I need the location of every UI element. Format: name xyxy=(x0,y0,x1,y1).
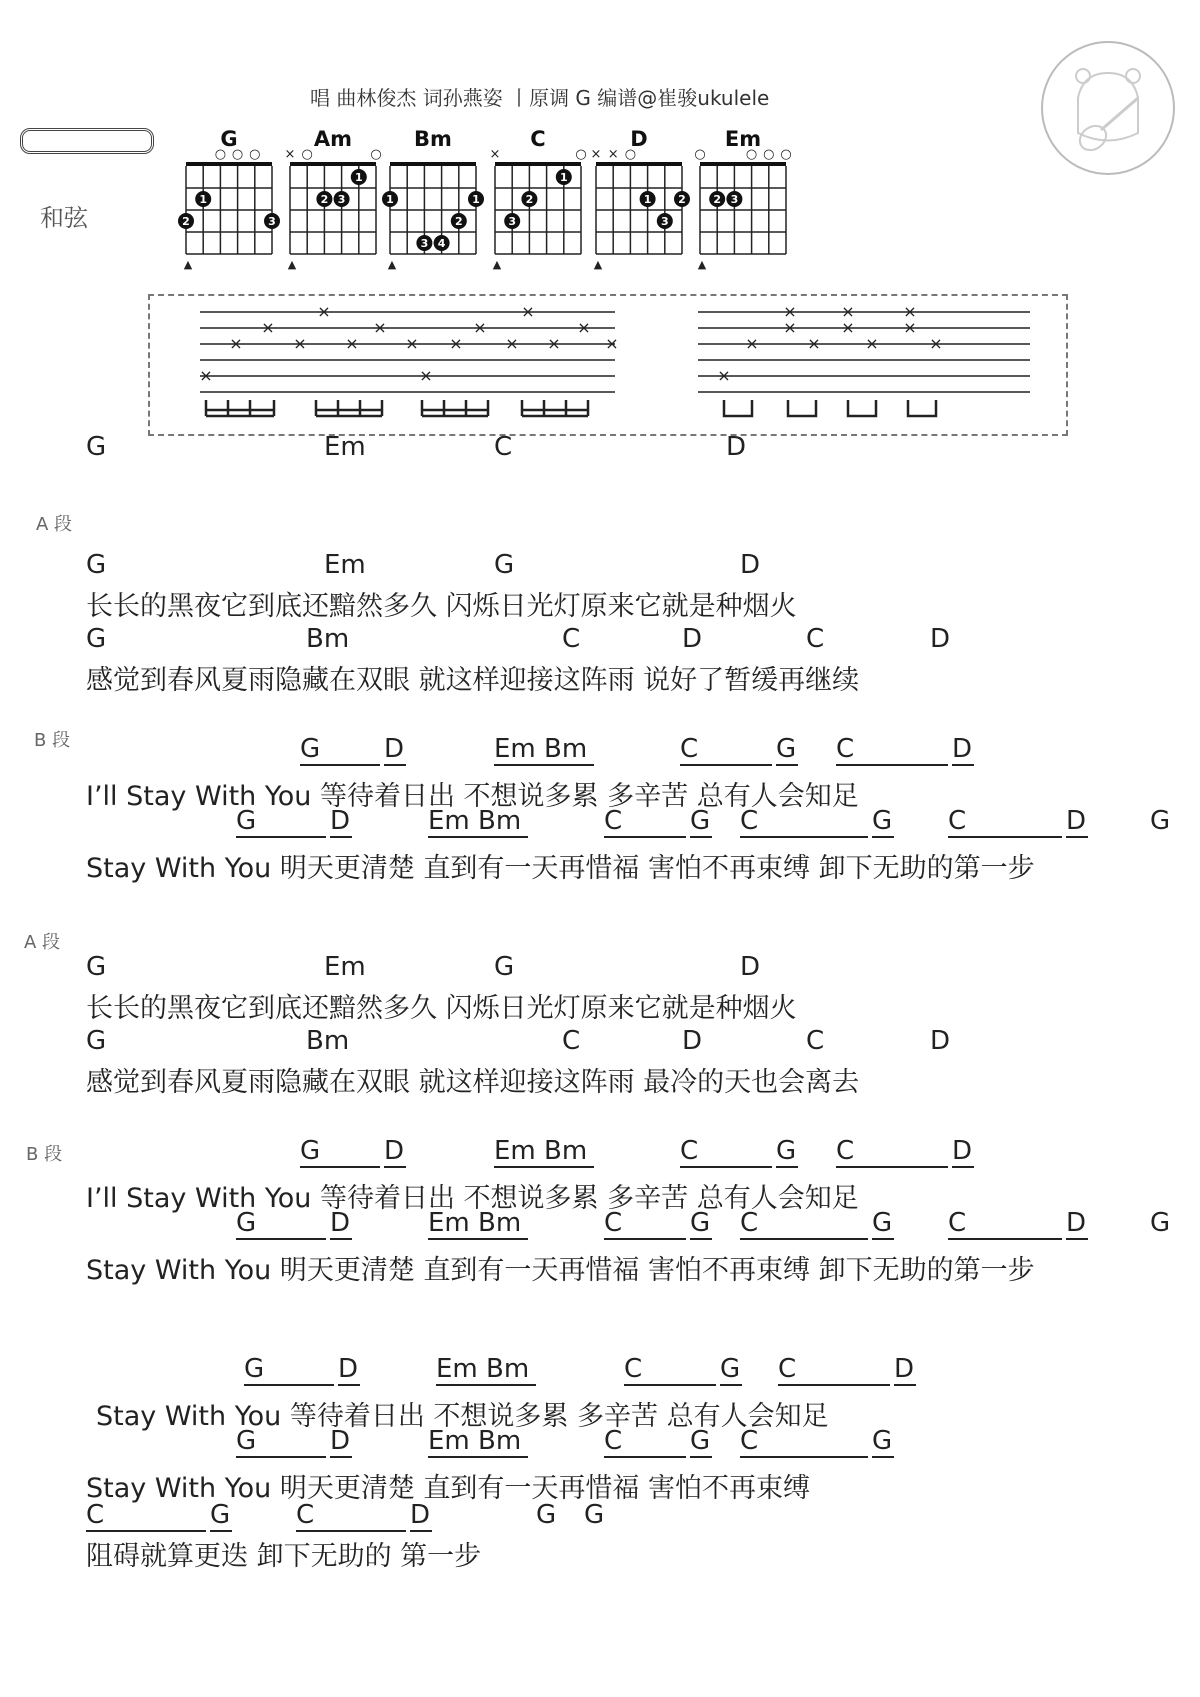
chord: D xyxy=(330,1426,351,1456)
lyric-line: 阻碍就算更迭 卸下无助的 第一步 xyxy=(86,1541,482,1572)
chord-diagram-d xyxy=(591,127,690,271)
svg-text:×: × xyxy=(373,318,387,337)
svg-text:×: × xyxy=(929,334,943,353)
chord: D xyxy=(330,1208,351,1238)
svg-text:×: × xyxy=(605,334,619,353)
svg-text:×: × xyxy=(783,318,797,337)
section-label-b2: B 段 xyxy=(26,1144,63,1165)
chord: C xyxy=(604,1426,686,1458)
finger-number: 4 xyxy=(437,237,446,250)
lyric-line: I’ll Stay With You 等待着日出 不想说多累 多辛苦 总有人会知足 xyxy=(86,1183,859,1214)
chord: D xyxy=(330,806,351,836)
chord: G xyxy=(494,550,515,580)
lyric-line: Stay With You 明天更清楚 直到有一天再惜福 害怕不再束缚 卸下无助的第一步 xyxy=(86,853,1035,884)
chord: C xyxy=(624,1354,716,1386)
chord: Bm xyxy=(306,1026,350,1056)
chord: C xyxy=(948,806,1062,838)
root-marker: ▲ xyxy=(387,258,397,271)
svg-text:×: × xyxy=(229,334,243,353)
chord: C xyxy=(740,1208,868,1240)
svg-text:×: × xyxy=(405,334,419,353)
chord: G xyxy=(236,1426,326,1458)
chord: Em Bm xyxy=(428,1426,528,1458)
chord: Em xyxy=(324,550,366,580)
chord-diagram-bm xyxy=(382,127,484,271)
chord: D xyxy=(410,1500,431,1530)
strumming-pattern-box xyxy=(148,294,1068,436)
chord: C xyxy=(296,1500,406,1532)
chord: G xyxy=(300,1136,380,1168)
intro-chord-4: D xyxy=(726,432,747,462)
svg-text:×: × xyxy=(841,302,855,321)
finger-number: 1 xyxy=(559,171,568,184)
chord: D xyxy=(1066,806,1087,836)
chord: D xyxy=(930,624,951,654)
string-mark: × xyxy=(284,147,296,162)
chord: D xyxy=(894,1354,915,1384)
chord-name: C xyxy=(530,127,546,151)
finger-number: 3 xyxy=(508,215,517,228)
chord: C xyxy=(604,1208,686,1240)
chord: D xyxy=(384,1136,405,1166)
chord: C xyxy=(948,1208,1062,1240)
chord: G xyxy=(690,806,711,836)
chord-diagram-c xyxy=(490,127,587,271)
chord: C xyxy=(778,1354,890,1386)
finger-number: 1 xyxy=(472,193,480,206)
root-marker: ▲ xyxy=(287,258,297,271)
chord: C xyxy=(680,734,772,766)
svg-text:×: × xyxy=(841,318,855,337)
finger-number: 3 xyxy=(337,193,346,206)
chord: C xyxy=(604,806,686,838)
chord: G xyxy=(690,1426,711,1456)
chord: Em Bm xyxy=(494,1136,594,1168)
chord: D xyxy=(930,1026,951,1056)
string-mark: × xyxy=(607,147,619,162)
chord: D xyxy=(1066,1208,1087,1238)
svg-text:×: × xyxy=(547,334,561,353)
decorative-tag xyxy=(20,128,154,154)
lyric-line: Stay With You 等待着日出 不想说多累 多辛苦 总有人会知足 xyxy=(96,1401,829,1432)
chord-name: G xyxy=(220,127,238,151)
chord: G xyxy=(584,1500,605,1530)
svg-text:×: × xyxy=(449,334,463,353)
chord: Em Bm xyxy=(428,1208,528,1240)
chord: D xyxy=(952,734,973,764)
chord-diagram-row xyxy=(168,124,792,271)
chord: Em Bm xyxy=(428,806,528,838)
chord: C xyxy=(562,624,581,654)
chord: G xyxy=(494,952,515,982)
string-mark: ○ xyxy=(763,147,775,162)
root-marker: ▲ xyxy=(183,258,193,271)
chord: G xyxy=(210,1500,231,1530)
chord: G xyxy=(236,806,326,838)
chord: C xyxy=(86,1500,206,1532)
string-mark: ○ xyxy=(231,147,244,162)
lyric-line: Stay With You 明天更清楚 直到有一天再惜福 害怕不再束缚 卸下无助的第一步 xyxy=(86,1255,1035,1286)
chord: G xyxy=(720,1354,741,1384)
string-mark: ○ xyxy=(575,147,587,162)
svg-text:×: × xyxy=(903,318,917,337)
finger-number: 2 xyxy=(713,193,722,206)
svg-text:×: × xyxy=(473,318,487,337)
svg-text:×: × xyxy=(345,334,359,353)
chord: D xyxy=(384,734,405,764)
chord: Em xyxy=(324,952,366,982)
chord: G xyxy=(872,806,893,836)
string-mark: × xyxy=(489,147,501,162)
svg-text:×: × xyxy=(783,302,797,321)
chord-diagram-em xyxy=(694,127,791,271)
string-mark: ○ xyxy=(301,147,313,162)
string-mark: ○ xyxy=(780,147,792,162)
chord: G xyxy=(536,1500,557,1530)
chord-diagrams xyxy=(168,124,792,271)
chord-name: D xyxy=(630,127,648,151)
svg-text:×: × xyxy=(717,366,731,385)
chord: G xyxy=(1150,806,1171,836)
chord: D xyxy=(682,624,703,654)
string-mark: × xyxy=(590,147,602,162)
finger-number: 3 xyxy=(420,237,429,250)
finger-number: 3 xyxy=(730,193,739,206)
string-mark: ○ xyxy=(249,147,261,162)
svg-text:×: × xyxy=(521,302,535,321)
svg-text:×: × xyxy=(577,318,591,337)
intro-chord-2: Em xyxy=(324,432,366,462)
chord: G xyxy=(86,624,107,654)
lyric-line: Stay With You 明天更清楚 直到有一天再惜福 害怕不再束缚 xyxy=(86,1473,811,1504)
chord: G xyxy=(244,1354,334,1386)
intro-chord-1: G xyxy=(86,432,107,462)
finger-number: 3 xyxy=(660,215,669,228)
finger-number: 1 xyxy=(354,171,363,184)
svg-text:×: × xyxy=(199,366,213,385)
chord-diagram-am xyxy=(285,127,382,271)
finger-number: 2 xyxy=(320,193,329,206)
svg-text:×: × xyxy=(865,334,879,353)
chord: G xyxy=(776,734,797,764)
chord: C xyxy=(836,1136,948,1168)
finger-number: 1 xyxy=(199,193,208,206)
chords-label: 和弦 xyxy=(40,204,88,232)
strumming-pattern xyxy=(150,296,1066,434)
chord: G xyxy=(86,550,107,580)
chord: Bm xyxy=(306,624,350,654)
chord-diagram-g xyxy=(178,127,280,271)
lyric-line: 长长的黑夜它到底还黯然多久 闪烁日光灯原来它就是种烟火 xyxy=(86,591,797,622)
lyric-line: 长长的黑夜它到底还黯然多久 闪烁日光灯原来它就是种烟火 xyxy=(86,993,797,1024)
section-label-b1: B 段 xyxy=(34,730,71,751)
root-marker: ▲ xyxy=(593,258,603,271)
chord: G xyxy=(872,1426,893,1456)
chord: C xyxy=(562,1026,581,1056)
finger-number: 1 xyxy=(386,193,394,206)
chord: Em Bm xyxy=(436,1354,536,1386)
root-marker: ▲ xyxy=(697,258,707,271)
root-marker: ▲ xyxy=(492,258,502,271)
chord: G xyxy=(1150,1208,1171,1238)
finger-number: 1 xyxy=(643,193,652,206)
chord: G xyxy=(236,1208,326,1240)
finger-number: 3 xyxy=(268,215,276,228)
finger-number: 2 xyxy=(182,215,190,228)
svg-text:×: × xyxy=(261,318,275,337)
chord: G xyxy=(872,1208,893,1238)
finger-number: 2 xyxy=(678,193,686,206)
string-mark: ○ xyxy=(214,147,227,162)
lyric-line: 感觉到春风夏雨隐藏在双眼 就这样迎接这阵雨 最冷的天也会离去 xyxy=(86,1067,860,1098)
finger-number: 2 xyxy=(525,193,534,206)
chord: D xyxy=(338,1354,359,1384)
chord-name: Em xyxy=(724,127,762,151)
intro-chord-3: C xyxy=(494,432,513,462)
svg-text:×: × xyxy=(505,334,519,353)
chord: D xyxy=(740,550,761,580)
finger-number: 2 xyxy=(454,215,463,228)
chord: C xyxy=(806,624,825,654)
svg-text:×: × xyxy=(419,366,433,385)
chord: C xyxy=(680,1136,772,1168)
lyric-line: 感觉到春风夏雨隐藏在双眼 就这样迎接这阵雨 说好了暂缓再继续 xyxy=(86,665,860,696)
chord: D xyxy=(740,952,761,982)
string-mark: ○ xyxy=(694,147,706,162)
chord: G xyxy=(86,1026,107,1056)
song-meta: 唱 曲林俊杰 词孙燕姿 丨原调 G 编谱@崔骏ukulele xyxy=(310,86,770,110)
string-mark: ○ xyxy=(370,147,382,162)
chord: C xyxy=(740,806,868,838)
chord-name: Am xyxy=(313,127,353,151)
chord: G xyxy=(776,1136,797,1166)
chord: G xyxy=(690,1208,711,1238)
chord: C xyxy=(740,1426,868,1458)
svg-text:×: × xyxy=(745,334,759,353)
chord: G xyxy=(300,734,380,766)
string-mark: ○ xyxy=(745,147,758,162)
lyric-line: I’ll Stay With You 等待着日出 不想说多累 多辛苦 总有人会知足 xyxy=(86,781,859,812)
chord: Em Bm xyxy=(494,734,594,766)
string-mark: ○ xyxy=(624,147,637,162)
chord: D xyxy=(952,1136,973,1166)
chord: D xyxy=(682,1026,703,1056)
chord-name: Bm xyxy=(414,127,452,151)
svg-text:×: × xyxy=(293,334,307,353)
section-label-a2: A 段 xyxy=(24,932,61,953)
svg-text:×: × xyxy=(807,334,821,353)
section-label-a1: A 段 xyxy=(36,514,73,535)
chord: G xyxy=(86,952,107,982)
chord: C xyxy=(806,1026,825,1056)
svg-text:×: × xyxy=(903,302,917,321)
svg-text:×: × xyxy=(317,302,331,321)
bear-ukulele-logo xyxy=(1038,38,1178,178)
chord: C xyxy=(836,734,948,766)
